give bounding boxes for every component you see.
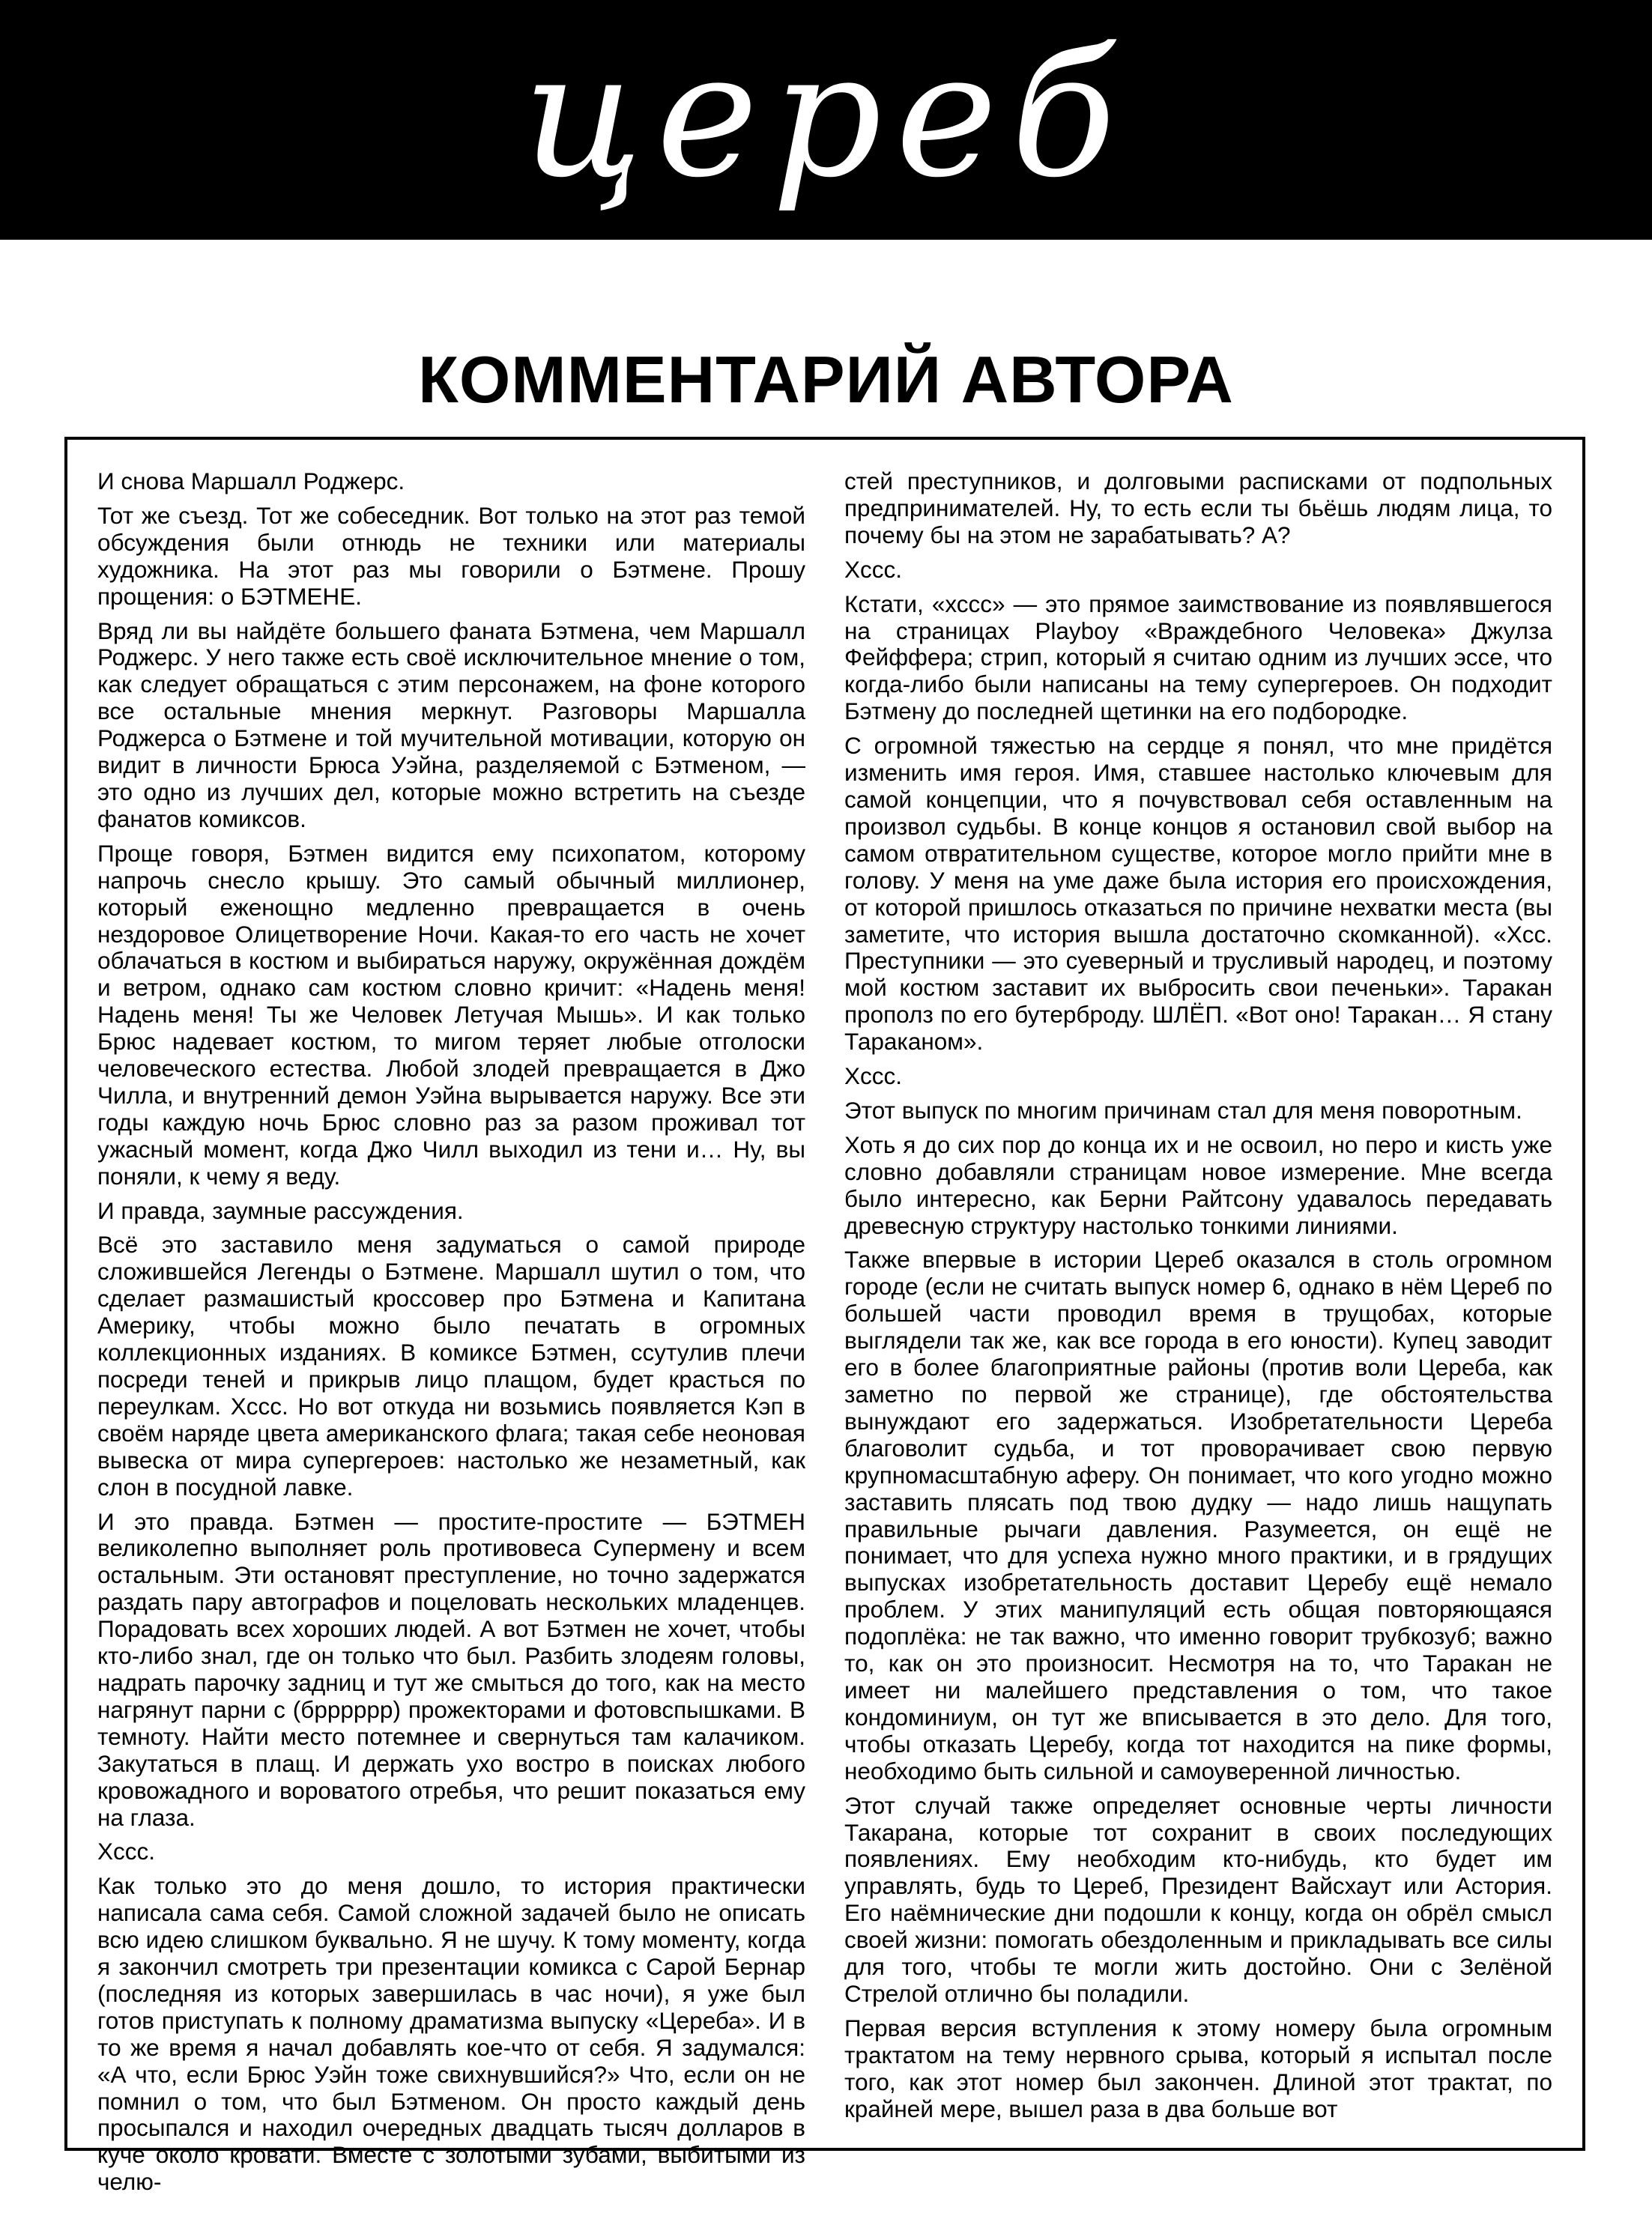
paragraph: И снова Маршалл Роджерс. [97, 467, 405, 494]
paragraph: Тот же съезд. Тот же собеседник. Вот только на этот раз темой обсуждения были отнюдь не техники или материалы художника. На этот раз мы говорили о Бэтмене. Прошу прощения: о БЭТМЕНЕ. [97, 501, 805, 610]
paragraph: Этот случай также определяет основные черты личности Такарана, которые тот сохранит в своих последующих появлениях. Ему необходим кто-нибудь, кто будет им управлять, будь то Цереб, Президент Вайсхаут или Астория. Его наёмнические дни подошли к концу, когда он обрёл смысл своей жизни: помогать обездоленным и прикладывать все силы для того, чтобы те могли жить достойно. Они с Зелёной Стрелой отлично бы поладили. [844, 1791, 1552, 2007]
left-column [97, 467, 805, 2196]
paragraph: Кстати, «хссс» — это прямое заимствование из появлявшегося на страницах Playboy «Враждебного Человека» Джулза Фейффера; стрип, который я считаю одним из лучших эссе, что когда-либо были написаны на тему супергероев. Он подходит Бэтмену до последней щетинки на его подбородке. [844, 590, 1552, 725]
paragraph: Хоть я до сих пор до конца их и не освоил, но перо и кисть уже словно добавляли страницам новое измерение. Мне всегда было интересно, как Берни Райтсону удавалось передавать древесную структуру настолько тонкими линиями. [844, 1130, 1552, 1239]
paragraph: Хссс. [97, 1838, 156, 1865]
title-banner [0, 0, 1652, 240]
commentary-frame [64, 437, 1585, 2196]
right-column [844, 468, 1552, 2133]
paragraph: стей преступников, и долговыми расписками от подпольных предпринимателей. Ну, то есть если ты бьёшь людям лица, то почему бы на этом не зарабатывать? А? [844, 467, 1552, 548]
paragraph: С огромной тяжестью на сердце я понял, что мне придётся изменить имя героя. Имя, ставшее настолько ключевым для самой концепции, что я почувствовал себя оставленным на произвол судьбы. В конце концов я остановил свой выбор на самом отвратительном существе, которое могло прийти мне в голову. У меня на уме даже была история его происхождения, от которой пришлось отказаться по причине нехватки места (вы заметите, что история вышла достаточно скомканной). «Хсс. Преступники — это суеверный и трусливый народец, и поэтому мой костюм заставит их выбросить свои печеньки». Таракан прополз по его бутерброду. ШЛЁП. «Вот оно! Таракан… Я стану Тараканом». [844, 732, 1552, 1056]
paragraph: Всё это заставило меня задуматься о самой природе сложившейся Легенды о Бэтмене. Маршалл шутил о том, что сделает размашистый кроссовер про Бэтмена и Капитана Америку, чтобы можно было печатать в огромных коллекционных изданиях. В комиксе Бэтмен, ссутулив плечи посреди теней и прикрыв лицо плащом, будет красться по переулкам. Хссс. Но вот откуда ни возьмись появляется Кэп в своём наряде цвета американского флага; такая себе неоновая вывеска от мира супергероев: настолько же незаметный, как слон в посудной лавке. [97, 1231, 805, 1501]
paragraph: Этот выпуск по многим причинам стал для меня поворотным. [844, 1096, 1522, 1124]
paragraph: Первая версия вступления к этому номеру была огромным трактатом на тему нервного срыва, который я испытал после того, как этот номер был закончен. Длиной этот трактат, по крайней мере, вышел раза в два больше вот [844, 2014, 1552, 2122]
paragraph: Вряд ли вы найдёте большего фаната Бэтмена, чем Маршалл Роджерс. У него также есть своё исключительное мнение о том, как следует обращаться с этим персонажем, на фоне которого все остальные мнения меркнут. Разговоры Маршалла Роджерса о Бэтмене и той мучительной мотивации, которую он видит в личности Брюса Уэйна, разделяемой с Бэтменом, — это одно из лучших дел, которые можно встретить на съезде фанатов комиксов. [97, 617, 805, 832]
paragraph: Хссс. [844, 1062, 903, 1090]
paragraph: Также впервые в истории Цереб оказался в столь огромном городе (если не считать выпуск номер 6, однако в нём Цереб по большей части проводил время в трущобах, которые выглядели так же, как все города в его юности). Купец заводит его в более благоприятные районы (против воли Цереба, как заметно по первой же странице), где обстоятельства вынуждают его задержаться. Изобретательности Цереба благоволит судьба, и тот проворачивает свою первую крупномасштабную аферу. Он понимает, что кого угодно можно заставить плясать под твою дудку — надо лишь нащупать правильные рычаги давления. Разумеется, он ещё не понимает, что для успеха нужно много практики, и в грядущих выпусках изобретательность доставит Церебу ещё немало проблем. У этих манипуляций есть общая повторяющаяся подоплёка: не так важно, что именно говорит трубкозуб; важно то, как он это произносит. Несмотря на то, что Таракан не имеет ни малейшего представления о том, что такое кондоминиум, он тут же вписывается в это дело. Для того, чтобы отказать Церебу, когда тот находится на пике формы, необходимо быть сильной и самоуверенной личностью. [844, 1246, 1552, 1784]
paragraph: И правда, заумные рассуждения. [97, 1196, 464, 1224]
paragraph: Как только это до меня дошло, то история практически написала сама себя. Самой сложной задачей было не описать всю идею слишком буквально. Я не шучу. К тому моменту, когда я закончил смотреть три презентации комикса с Сарой Бернар (последняя из которых завершилась в час ночи), я уже был готов приступать к полному драматизма выпуску «Цереба». И в то же время я начал добавлять кое-что от себя. Я задумался: «А что, если Брюс Уэйн тоже свихнувшийся?» Что, если он не помнил о том, что был Бэтменом. Он просто каждый день просыпался и находил очередных двадцать тысяч долларов в куче около кровати. Вместе с золотыми зубами, выбитыми из челю- [97, 1872, 805, 2196]
paragraph: И это правда. Бэтмен — простите-простите — БЭТМЕН великолепно выполняет роль противовеса Супермену и всем остальным. Эти остановят преступление, но точно задержатся раздать пару автографов и поцеловать нескольких младенцев. Порадовать всех хороших людей. А вот Бэтмен не хочет, чтобы кто-либо знал, где он только что был. Разбить злодеям головы, надрать парочку задниц и тут же смыться до того, как на место нагрянут парни с (брррррр) прожекторами и фотовспышками. В темноту. Найти место потемнее и свернуться там калачиком. Закутаться в плащ. И держать ухо востро в поисках любого кровожадного и вороватого отребья, что решит показаться ему на глаза. [97, 1507, 805, 1831]
paragraph: Проще говоря, Бэтмен видится ему психопатом, которому напрочь снесло крышу. Это самый обычный миллионер, который еженощно медленно превращается в очень нездоровое Олицетворение Ночи. Какая-то его часть не хочет облачаться в костюм и выбираться наружу, окружённая дождём и ветром, однако сам костюм словно кричит: «Надень меня! Надень меня! Ты же Человек Летучая Мышь». И как только Брюс надевает костюм, то мигом теряет любые отголоски человеческого естества. Любой злодей превращается в Джо Чилла, и внутренний демон Уэйна вырывается наружу. Все эти годы каждую ночь Брюс словно раз за разом проживал тот ужасный момент, когда Джо Чилл выходил из тени и… Ну, вы поняли, к чему я веду. [97, 839, 805, 1190]
page-title: КОММЕНТАРИЙ АВТОРА [418, 342, 1234, 417]
paragraph: Хссс. [844, 555, 903, 583]
cerebus-logo: цереб [522, 16, 1130, 216]
text-columns [97, 467, 1552, 2196]
